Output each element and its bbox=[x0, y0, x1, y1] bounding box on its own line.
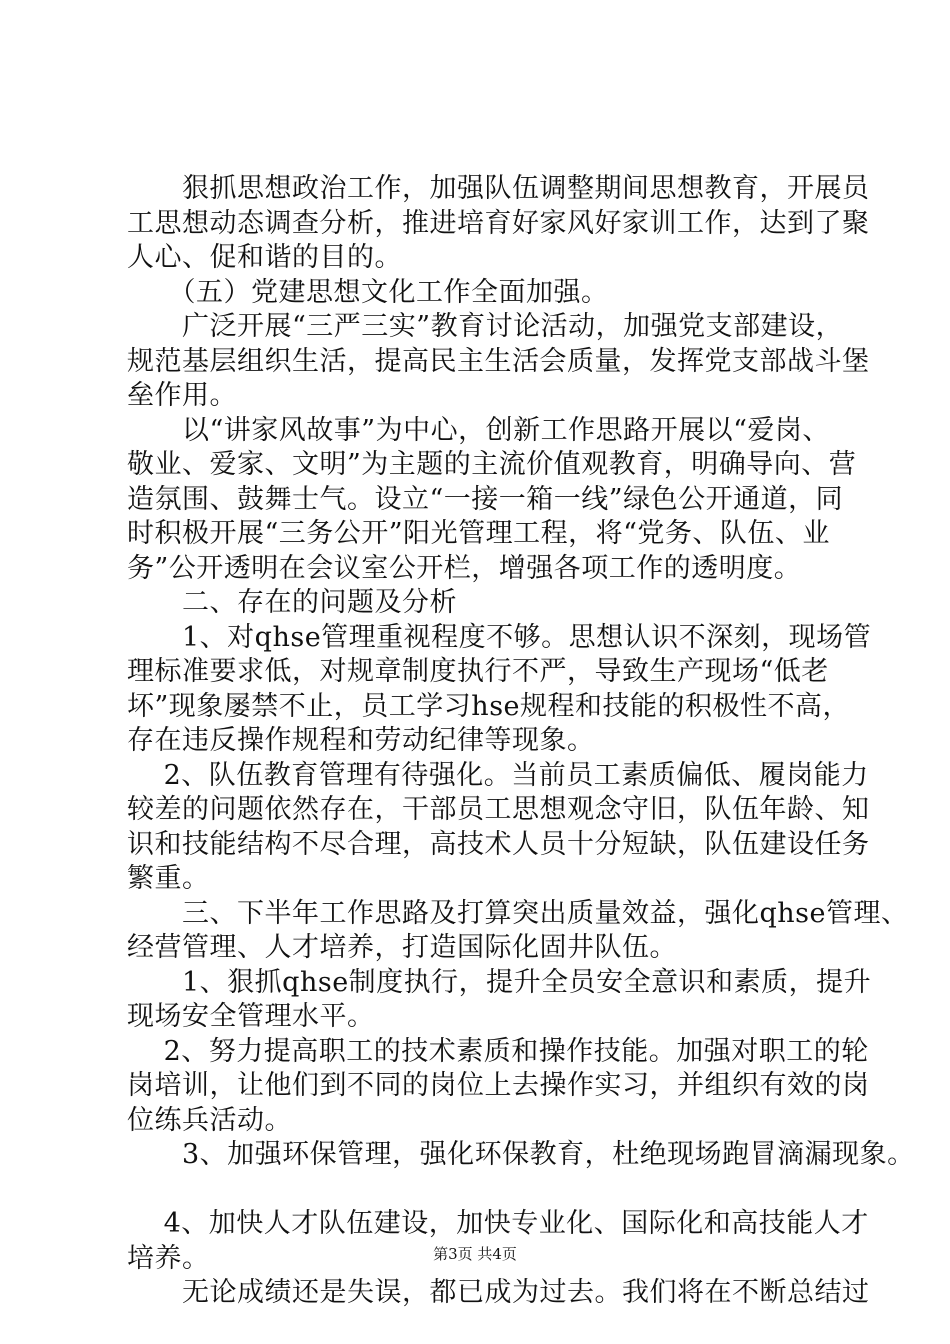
text-line: 以“讲家风故事”为中心，创新工作思路开展以“爱岗、 bbox=[127, 414, 830, 446]
text-line: 较差的问题依然存在，干部员工思想观念守旧，队伍年龄、知 bbox=[127, 794, 870, 825]
text-line: 狠抓思想政治工作，加强队伍调整期间思想教育，开展员 bbox=[127, 173, 870, 204]
text-line: 现场安全管理水平。 bbox=[127, 1001, 375, 1032]
page-footer: 第3页 共4页 bbox=[433, 1245, 517, 1263]
text-line: 三、下半年工作思路及打算突出质量效益，强化qhse管理、 bbox=[127, 897, 909, 929]
text-line: 广泛开展“三严三实”教育讨论活动，加强党支部建设， bbox=[127, 311, 844, 342]
text-line: 务”公开透明在会议室公开栏，增强各项工作的透明度。 bbox=[127, 552, 802, 584]
text-line: 坏”现象屡禁不止，员工学习hse规程和技能的积极性不高， bbox=[127, 690, 851, 722]
text-line: （五）党建思想文化工作全面加强。 bbox=[127, 276, 609, 308]
text-line: 时积极开展“三务公开”阳光管理工程，将“党务、队伍、业 bbox=[127, 518, 830, 549]
text-line: 敬业、爱家、文明”为主题的主流价值观教育，明确导向、营 bbox=[127, 449, 857, 480]
text-line: 识和技能结构不尽合理，高技术人员十分短缺，队伍建设任务 bbox=[127, 828, 870, 860]
text-line: 1、狠抓qhse制度执行，提升全员安全意识和素质，提升 bbox=[127, 966, 872, 998]
text-line: 造氛围、鼓舞士气。设立“一接一箱一线”绿色公开通道，同 bbox=[127, 483, 844, 515]
text-line: 培养。 bbox=[127, 1242, 210, 1274]
text-line: 经营管理、人才培养，打造国际化固井队伍。 bbox=[127, 932, 677, 963]
text-line: 4、加快人才队伍建设，加快专业化、国际化和高技能人才 bbox=[127, 1208, 869, 1239]
text-line: 2、队伍教育管理有待强化。当前员工素质偏低、履岗能力 bbox=[127, 759, 869, 791]
text-line: 岗培训，让他们到不同的岗位上去操作实习，并组织有效的岗 bbox=[127, 1070, 870, 1101]
text-line: 3、加强环保管理，强化环保教育，杜绝现场跑冒滴漏现象。 bbox=[127, 1139, 915, 1170]
text-line: 规范基层组织生活，提高民主生活会质量，发挥党支部战斗堡 bbox=[127, 345, 870, 377]
text-line: 2、努力提高职工的技术素质和操作技能。加强对职工的轮 bbox=[127, 1035, 869, 1067]
blank-line bbox=[127, 1173, 847, 1208]
text-line: 二、存在的问题及分析 bbox=[127, 587, 457, 618]
document-body bbox=[127, 172, 915, 1311]
text-line: 理标准要求低，对规章制度执行不严，导致生产现场“低老 bbox=[127, 656, 829, 687]
text-line: 工思想动态调查分析，推进培育好家风好家训工作，达到了聚 bbox=[127, 207, 870, 239]
text-line: 1、对qhse管理重视程度不够。思想认识不深刻，现场管 bbox=[127, 621, 872, 653]
text-line: 位练兵活动。 bbox=[127, 1104, 292, 1136]
text-line: 人心、促和谐的目的。 bbox=[127, 242, 402, 273]
text-line: 垒作用。 bbox=[127, 380, 237, 411]
text-line: 无论成绩还是失误，都已成为过去。我们将在不断总结过 bbox=[127, 1277, 870, 1308]
text-line: 繁重。 bbox=[127, 863, 210, 894]
text-line: 存在违反操作规程和劳动纪律等现象。 bbox=[127, 725, 595, 756]
